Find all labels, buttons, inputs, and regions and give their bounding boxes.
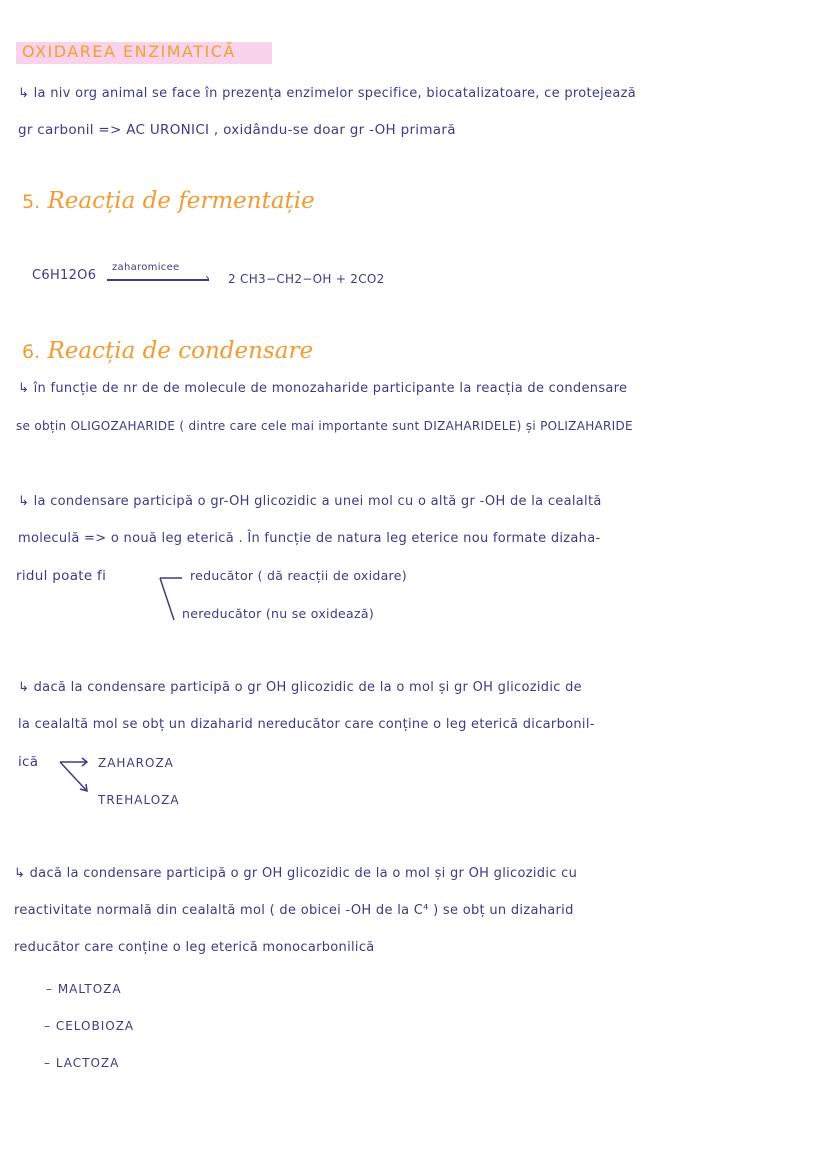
text-line: se obțin OLIGOZAHARIDE ( dintre care cele mai importante sunt DIZAHARIDELE) și POLIZAHARIDE <box>16 419 633 433</box>
equation-catalyst: zaharomicee <box>112 262 180 273</box>
heading-text: Reacția de condensare <box>47 338 314 364</box>
equation-products: 2 CH3−CH2−OH + 2CO2 <box>228 272 385 286</box>
text-line: gr carbonil => AC URONICI , oxidându-se doar gr -OH primară <box>18 122 456 138</box>
example-lactoza: – LACTOZA <box>44 1056 120 1070</box>
text-line: ↳ la niv org animal se face în prezența enzimelor specifice, biocatalizatoare, ce protejează <box>18 86 637 101</box>
text-line: reactivitate normală din cealaltă mol ( de obicei -OH de la C⁴ ) se obț un dizaharid <box>14 903 574 918</box>
heading-number: 6. <box>22 341 41 363</box>
branch-reducator: reducător ( dă reacții de oxidare) <box>190 568 407 583</box>
heading-number: 5. <box>22 191 41 213</box>
example-trehaloza: TREHALOZA <box>98 793 180 807</box>
text-line: moleculă => o nouă leg eterică . În funcție de natura leg eterice nou formate dizaha- <box>18 531 601 546</box>
text-line: la cealaltă mol se obț un dizaharid nereducător care conține o leg eterică dicarbonil- <box>18 717 595 732</box>
text-line: ↳ dacă la condensare participă o gr OH glicozidic de la o mol și gr OH glicozidic cu <box>14 866 578 881</box>
text-line: ↳ dacă la condensare participă o gr OH glicozidic de la o mol și gr OH glicozidic de <box>18 680 582 695</box>
example-maltoza: – MALTOZA <box>46 982 122 996</box>
equation-reactant: C6H12O6 <box>32 268 97 283</box>
branch-nereducator: nereducător (nu se oxidează) <box>182 606 375 621</box>
text-line: ↳ în funcție de nr de de molecule de monozaharide participante la reacția de condensare <box>18 381 628 396</box>
text-line: ↳ la condensare participă o gr-OH glicozidic a unei mol cu o altă gr -OH de la cealaltă <box>18 494 602 509</box>
example-celobioza: – CELOBIOZA <box>44 1019 135 1033</box>
text-line: ridul poate fi <box>16 568 107 584</box>
example-zaharoza: ZAHAROZA <box>98 756 174 770</box>
text-line: reducător care conține o leg eterică monocarbonilică <box>14 940 375 955</box>
arrow-right-icon: › <box>205 271 210 285</box>
text-line: ică <box>18 754 39 770</box>
section-title-oxidation: OXIDAREA ENZIMATICĂ <box>22 42 236 61</box>
heading-text: Reacția de fermentație <box>47 188 315 214</box>
